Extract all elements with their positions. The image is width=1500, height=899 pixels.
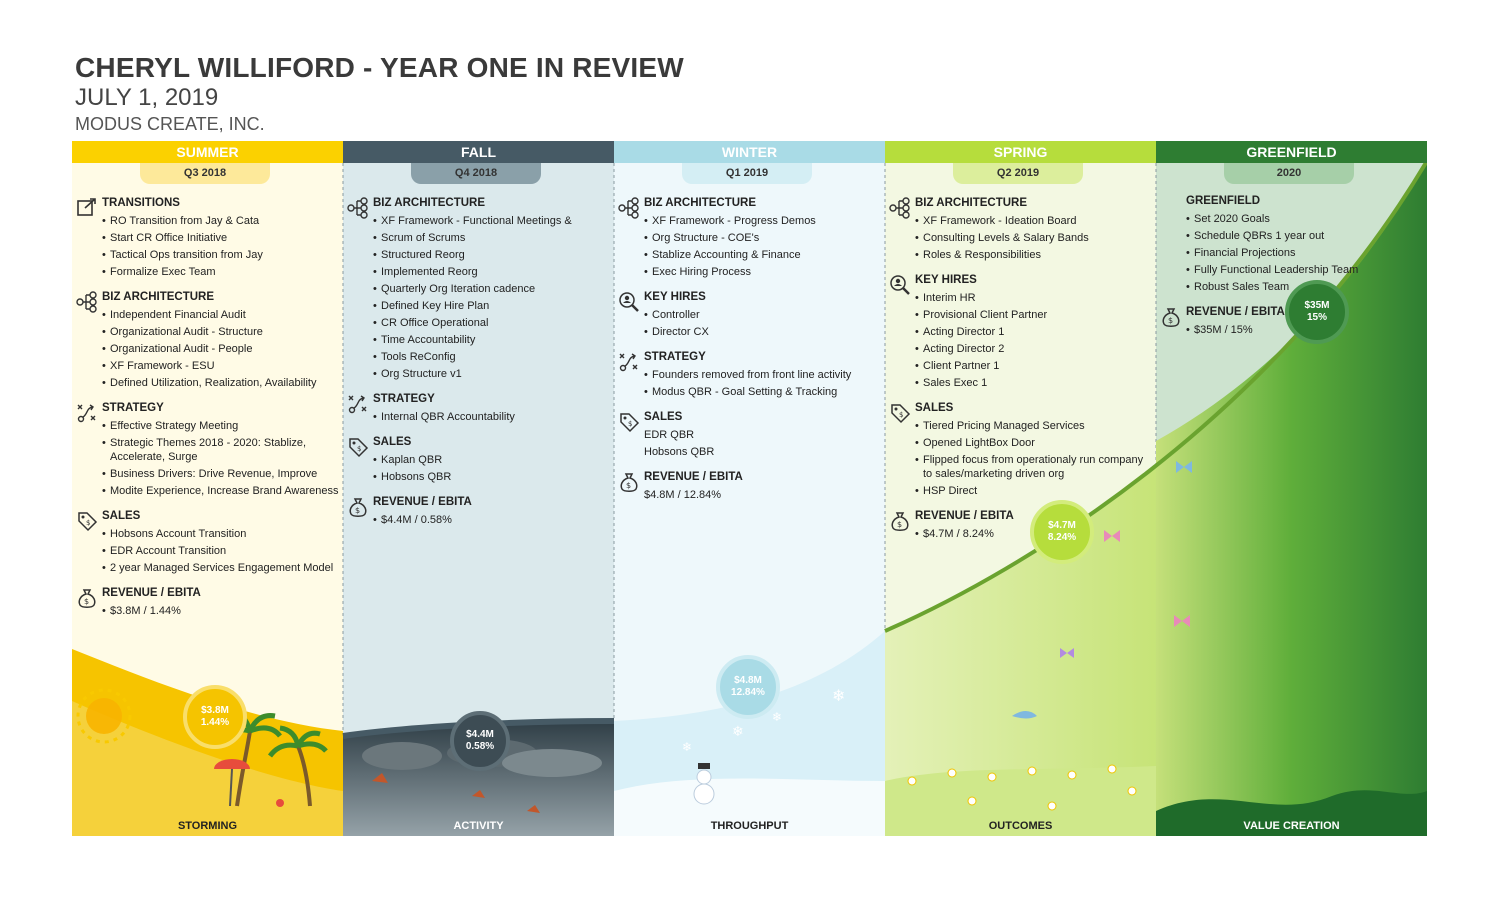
- money-bag-icon: [889, 510, 911, 532]
- section: [86, 508, 340, 575]
- list-item: • Implemented Reorg: [373, 265, 611, 279]
- svg-text:$: $: [86, 519, 91, 527]
- section: [644, 289, 882, 339]
- section-title: KEY HIRES: [644, 291, 706, 303]
- list-item: • CR Office Operational: [373, 316, 611, 330]
- period-pill: Q1 2019: [682, 163, 812, 184]
- bubble-ebita: 1.44%: [200, 717, 230, 728]
- list-item: • Founders removed from front line activity: [644, 368, 882, 382]
- section-title: GREENFIELD: [1186, 195, 1261, 207]
- svg-text:❄: ❄: [772, 710, 783, 724]
- price-tag-icon: [618, 411, 640, 433]
- metric-bubble-spring: [1030, 500, 1094, 564]
- list-item: • Time Accountability: [373, 333, 611, 347]
- list-item: • Org Structure v1: [373, 367, 611, 381]
- section-title: REVENUE / EBITA: [644, 471, 743, 483]
- column-footer: ACTIVITY: [453, 820, 504, 832]
- list-item: • Independent Financial Audit: [102, 308, 340, 322]
- bubble-revenue: $4.7M: [1048, 520, 1076, 531]
- timeline-board: [72, 141, 1427, 836]
- season-header: WINTER: [614, 141, 885, 163]
- metric-bubble-greenfield: [1285, 280, 1349, 344]
- list-item: • HSP Direct: [915, 484, 1153, 498]
- metric-bubble-fall: [450, 711, 510, 771]
- list-item: • Structured Reorg: [373, 248, 611, 262]
- bubble-ebita: 12.84%: [731, 687, 765, 698]
- list-item: • Formalize Exec Team: [102, 265, 340, 279]
- column-footer: STORMING: [177, 820, 238, 832]
- list-item: • Effective Strategy Meeting: [102, 419, 340, 433]
- season-header: SUMMER: [72, 141, 343, 163]
- list-item: • Start CR Office Initiative: [102, 231, 340, 245]
- period-pill: Q4 2018: [411, 163, 541, 184]
- list-item: • Tactical Ops transition from Jay: [102, 248, 340, 262]
- section-title: STRATEGY: [644, 351, 706, 363]
- section: [102, 195, 340, 279]
- section-title: BIZ ARCHITECTURE: [373, 197, 486, 209]
- section-title: BIZ ARCHITECTURE: [644, 197, 757, 209]
- section: [644, 195, 882, 279]
- strategy-icon: [347, 393, 369, 415]
- section-title: BIZ ARCHITECTURE: [915, 197, 1028, 209]
- org-chart-icon: [889, 197, 911, 219]
- season-header: FALL: [343, 141, 614, 163]
- section-title: SALES: [102, 510, 141, 522]
- price-tag-icon: [347, 436, 369, 458]
- section-title: REVENUE / EBITA: [373, 496, 472, 508]
- svg-text:$: $: [84, 597, 90, 606]
- section: [915, 195, 1153, 262]
- season-header: SPRING: [885, 141, 1156, 163]
- bubble-ebita: 8.24%: [1047, 532, 1077, 543]
- period-pill: 2020: [1224, 163, 1354, 184]
- list-item: • Interim HR: [915, 291, 1153, 305]
- list-item: • Consulting Levels & Salary Bands: [915, 231, 1153, 245]
- section: [102, 400, 340, 498]
- list-item: • Controller: [644, 308, 882, 322]
- list-item: • Kaplan QBR: [373, 453, 611, 467]
- section-title: KEY HIRES: [915, 274, 977, 286]
- list-item: • Org Structure - COE's: [644, 231, 882, 245]
- list-item: • Roles & Responsibilities: [915, 248, 1153, 262]
- list-item: • Organizational Audit - People: [102, 342, 340, 356]
- list-item: • Organizational Audit - Structure: [102, 325, 340, 339]
- page-date: JULY 1, 2019: [75, 84, 219, 111]
- list-item: • Modite Experience, Increase Brand Awareness: [102, 484, 340, 498]
- list-item: • XF Framework - Ideation Board: [915, 214, 1153, 228]
- list-item: • Defined Utilization, Realization, Availability: [102, 376, 340, 390]
- list-item: • $3.8M / 1.44%: [102, 604, 340, 618]
- column-footer: THROUGHPUT: [710, 820, 789, 832]
- svg-text:$: $: [628, 420, 633, 428]
- section-title: STRATEGY: [102, 402, 164, 414]
- bubble-revenue: $4.4M: [466, 729, 494, 740]
- list-item: • XF Framework - Functional Meetings &: [373, 214, 611, 228]
- list-item: • Opened LightBox Door: [915, 436, 1153, 450]
- company-name: MODUS CREATE, INC.: [75, 114, 265, 134]
- section: [102, 289, 340, 390]
- list-item: • Hobsons Account Transition: [102, 527, 340, 541]
- money-bag-icon: [618, 471, 640, 493]
- list-item: $4.8M / 12.84%: [644, 489, 722, 501]
- key-hire-search-icon: [889, 274, 911, 296]
- key-hire-search-icon: [618, 291, 640, 313]
- period-pill: Q3 2018: [140, 163, 270, 184]
- column-content: [626, 195, 882, 512]
- list-item: • Quarterly Org Iteration cadence: [373, 282, 611, 296]
- list-item: • Tiered Pricing Managed Services: [915, 419, 1153, 433]
- org-chart-icon: [618, 197, 640, 219]
- bubble-ebita: 15%: [1306, 312, 1327, 323]
- list-item: • Tools ReConfig: [373, 350, 611, 364]
- section: [373, 195, 611, 381]
- list-item: • Strategic Themes 2018 - 2020: Stablize, Accelerate, Surge: [102, 436, 340, 464]
- svg-text:$: $: [355, 506, 361, 515]
- list-item: • Defined Key Hire Plan: [373, 299, 611, 313]
- transition-icon: [76, 197, 98, 219]
- list-item: • Exec Hiring Process: [644, 265, 882, 279]
- header: [75, 52, 684, 135]
- list-item: • Set 2020 Goals: [1186, 212, 1424, 226]
- money-bag-icon: [1160, 306, 1182, 328]
- list-item: • RO Transition from Jay & Cata: [102, 214, 340, 228]
- section-title: SALES: [915, 402, 954, 414]
- list-item: • Sales Exec 1: [915, 376, 1153, 390]
- svg-text:$: $: [626, 481, 632, 490]
- season-header: GREENFIELD: [1156, 141, 1427, 163]
- list-item: • Modus QBR - Goal Setting & Tracking: [644, 385, 882, 399]
- column-content: [84, 195, 340, 628]
- section-title: TRANSITIONS: [102, 197, 180, 209]
- list-item: • Acting Director 1: [915, 325, 1153, 339]
- svg-text:$: $: [1168, 316, 1174, 325]
- section: [1186, 193, 1424, 294]
- money-bag-icon: [76, 587, 98, 609]
- section: [355, 494, 611, 527]
- bubble-revenue: $3.8M: [201, 705, 229, 716]
- section: [915, 272, 1153, 390]
- metric-bubble-summer: [183, 685, 247, 749]
- section: [84, 585, 340, 618]
- list-item: • Hobsons QBR: [373, 470, 611, 484]
- svg-text:❄: ❄: [732, 724, 744, 740]
- list-item: • EDR Account Transition: [102, 544, 340, 558]
- money-bag-icon: [347, 496, 369, 518]
- list-item: • Director CX: [644, 325, 882, 339]
- section: [644, 349, 882, 399]
- list-item: • $4.4M / 0.58%: [373, 513, 611, 527]
- list-item: Hobsons QBR: [644, 446, 715, 458]
- section-title: SALES: [373, 436, 412, 448]
- list-item: • Business Drivers: Drive Revenue, Improve: [102, 467, 340, 481]
- section: [899, 400, 1153, 498]
- svg-text:❄: ❄: [832, 686, 846, 705]
- section: [628, 409, 882, 459]
- column-footer: OUTCOMES: [988, 820, 1053, 832]
- section: [357, 434, 611, 484]
- list-item: • Flipped focus from operationaly run company to sales/marketing driven org: [915, 453, 1153, 481]
- list-item: • Financial Projections: [1186, 246, 1424, 260]
- list-item: • 2 year Managed Services Engagement Model: [102, 561, 340, 575]
- bubble-revenue: $4.8M: [734, 675, 762, 686]
- list-item: • $4.7M / 8.24%: [915, 527, 1153, 541]
- section-title: STRATEGY: [373, 393, 435, 405]
- section-title: REVENUE / EBITA: [915, 510, 1014, 522]
- period-pill: Q2 2019: [953, 163, 1083, 184]
- svg-text:$: $: [899, 411, 904, 419]
- price-tag-icon: [889, 402, 911, 424]
- org-chart-icon: [76, 291, 98, 313]
- section-title: REVENUE / EBITA: [1186, 306, 1285, 318]
- strategy-icon: [76, 402, 98, 424]
- list-item: • $35M / 15%: [1186, 323, 1424, 337]
- list-item: • Stablize Accounting & Finance: [644, 248, 882, 262]
- section-title: REVENUE / EBITA: [102, 587, 201, 599]
- list-item: • Robust Sales Team: [1186, 280, 1424, 294]
- bubble-revenue: $35M: [1304, 300, 1330, 311]
- strategy-icon: [618, 351, 640, 373]
- column-content: [355, 195, 611, 537]
- list-item: • XF Framework - ESU: [102, 359, 340, 373]
- svg-text:$: $: [357, 445, 362, 453]
- list-item: • Acting Director 2: [915, 342, 1153, 356]
- org-chart-icon: [347, 197, 369, 219]
- list-item: • Client Partner 1: [915, 359, 1153, 373]
- column-footer: VALUE CREATION: [1243, 820, 1340, 832]
- list-item: • Scrum of Scrums: [373, 231, 611, 245]
- metric-bubble-winter: [716, 655, 780, 719]
- svg-text:❄: ❄: [682, 740, 693, 754]
- list-item: • Internal QBR Accountability: [373, 410, 611, 424]
- page-title: CHERYL WILLIFORD - YEAR ONE IN REVIEW: [75, 52, 684, 83]
- price-tag-icon: [76, 510, 98, 532]
- bubble-ebita: 0.58%: [465, 741, 495, 752]
- svg-text:$: $: [897, 520, 903, 529]
- column-content: [897, 195, 1153, 551]
- list-item: • Provisional Client Partner: [915, 308, 1153, 322]
- list-item: • Schedule QBRs 1 year out: [1186, 229, 1424, 243]
- section-title: BIZ ARCHITECTURE: [102, 291, 215, 303]
- section: [373, 391, 611, 424]
- list-item: • XF Framework - Progress Demos: [644, 214, 882, 228]
- section-title: SALES: [644, 411, 683, 423]
- list-item: EDR QBR: [644, 429, 695, 441]
- list-item: • Fully Functional Leadership Team: [1186, 263, 1424, 277]
- section: [626, 469, 882, 502]
